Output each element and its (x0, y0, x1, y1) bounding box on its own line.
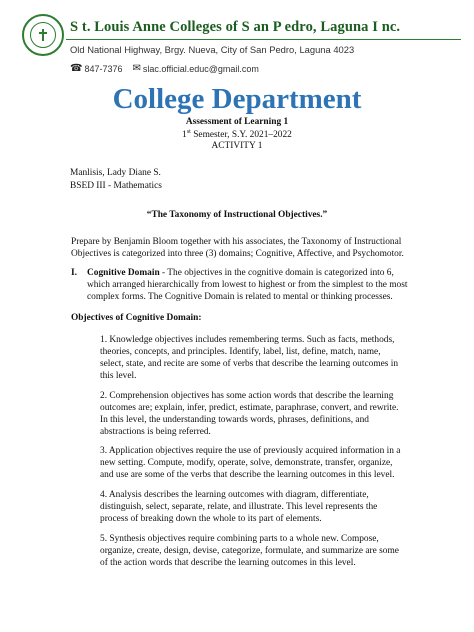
department-title: College Department (112, 83, 362, 115)
phone-number: 847-7376 (84, 63, 123, 74)
phone-icon: ☎ (70, 63, 83, 74)
semester-ordinal: st (186, 129, 191, 135)
objective-2-line-2: outcomes are; explain, infer, predict, estimate, paraphrase, convert, and rewrite. (100, 403, 399, 413)
section-line-2: which arranged hierarchically from lowest to highest or from the simplest to the most (87, 280, 408, 290)
objective-4-line-1: 4. Analysis describes the learning outcomes with diagram, differentiate, (100, 490, 369, 500)
student-course: BSED III - Mathematics (70, 181, 162, 191)
objective-3-line-3: and use are some of the verbs that describe the learning outcomes in this level. (100, 470, 395, 480)
objective-2-line-4: abstractions is being referred. (100, 427, 211, 437)
intro-line-2: Objectives is categorized into three (3) domains; Cognitive, Affective, and Psychomotor. (71, 249, 404, 259)
topic-title: “The Taxonomy of Instructional Objectives.” (146, 210, 328, 220)
objectives-heading: Objectives of Cognitive Domain: (71, 313, 202, 323)
email-address: slac.official.educ@gmail.com (142, 63, 259, 74)
objective-5-line-1: 5. Synthesis objectives require combining parts to a whole new. Compose, (100, 534, 379, 544)
school-logo (22, 14, 64, 56)
section-line-1: - The objectives in the cognitive domain is categorized into 6, (159, 268, 394, 278)
objective-2-line-1: 2. Comprehension objectives has some action words that describe the learning (100, 391, 394, 401)
semester-text: Semester, S.Y. 2021–2022 (190, 130, 292, 141)
activity-label: ACTIVITY 1 (211, 141, 263, 151)
header-divider (66, 39, 461, 40)
objective-1-line-2: theories, concepts, and principles. Identify, label, list, define, match, name, (100, 347, 381, 357)
objective-1-line-3: select, state, and recite are some of verbs that describe the learning outcomes in (100, 359, 399, 369)
student-name: Manlisis, Lady Diane S. (70, 168, 161, 178)
objective-4-line-3: process of breaking down the whole to its part of elements. (100, 514, 322, 524)
section-first-line (87, 268, 394, 280)
objective-1-line-1: 1. Knowledge objectives includes remembering terms. Such as facts, methods, (100, 335, 395, 345)
objective-3-line-1: 3. Application objectives require the use of previously acquired information in a (100, 446, 401, 456)
cross-icon (39, 29, 47, 41)
assessment-title: Assessment of Learning 1 (185, 117, 289, 127)
semester-line (0, 129, 474, 140)
objective-5-line-2: organize, create, design, devise, categorize, formulate, and summarize are some (100, 546, 399, 556)
intro-line-1: Prepare by Benjamin Bloom together with his associates, the Taxonomy of Instructional (71, 237, 402, 247)
logo-inner-ring (30, 22, 56, 48)
objective-4-line-2: distinguish, select, separate, relate, and illustrate. This level represents the (100, 502, 378, 512)
contact-line (70, 63, 259, 74)
section-line-3: complex forms. The Cognitive Domain is related to mental or thinking processes. (87, 292, 393, 302)
school-address: Old National Highway, Brgy. Nueva, City of San Pedro, Laguna 4023 (70, 44, 355, 55)
school-name: S t. Louis Anne Colleges of S an P edro, Laguna I nc. (70, 19, 401, 35)
objective-2-line-3: In this level, the understanding towards words, phrases, definitions, and (100, 415, 369, 425)
objective-5-line-3: of the action words that describe the learning outcomes in this level. (100, 558, 356, 568)
section-numeral: I. (71, 268, 77, 278)
section-heading: Cognitive Domain (87, 268, 160, 278)
mail-icon: ✉ (132, 63, 141, 74)
objective-3-line-2: new setting. Compute, modify, operate, solve, demonstrate, transfer, organize, (100, 458, 393, 468)
semester-number: 1 (182, 130, 187, 141)
objective-1-line-4: this level. (100, 371, 137, 381)
